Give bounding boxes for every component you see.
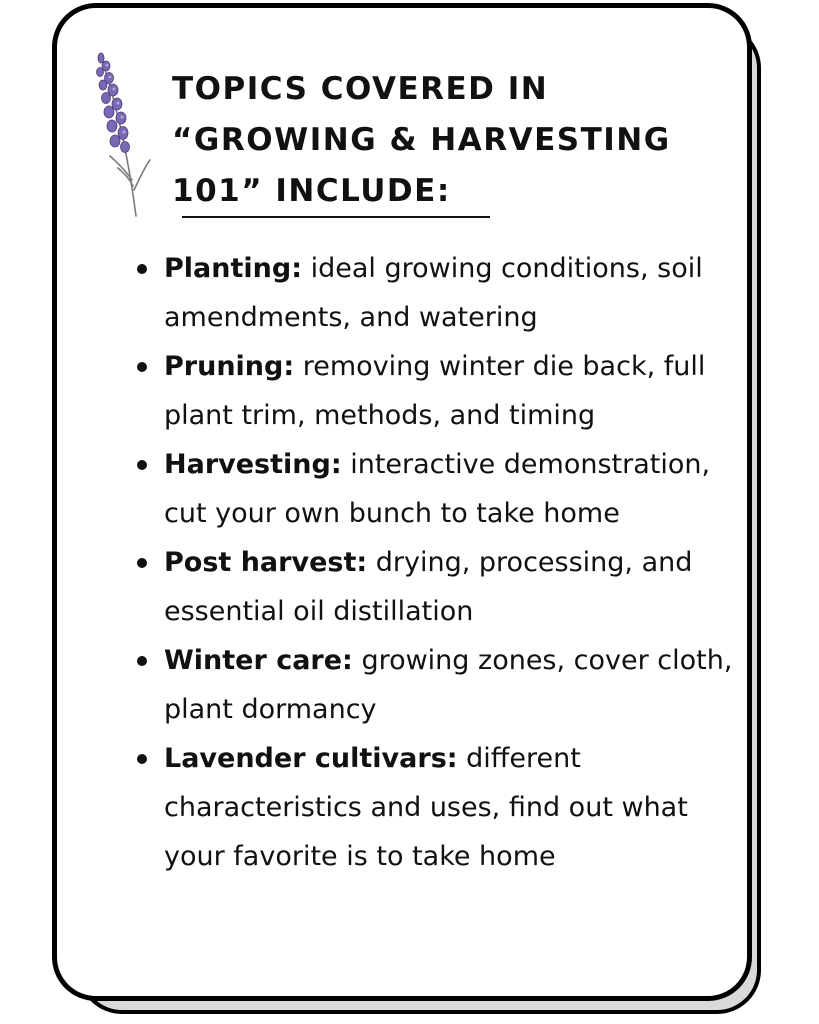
bullet-icon	[137, 656, 147, 666]
topic-description: growing zones, cover cloth, plant dormancy	[164, 645, 733, 725]
heading-line: “GROWING & HARVESTING	[172, 122, 671, 158]
card-heading	[172, 64, 692, 217]
topic-term: Winter care:	[164, 645, 353, 676]
topic-item	[134, 244, 734, 342]
bullet-icon	[137, 362, 147, 372]
topic-description: removing winter die back, full plant trim, methods, and timing	[164, 351, 706, 431]
topic-item	[134, 440, 734, 538]
heading-underline	[182, 216, 490, 218]
bullet-icon	[137, 460, 147, 470]
bullet-icon	[137, 558, 147, 568]
topic-description: drying, processing, and essential oil distillation	[164, 547, 693, 627]
topic-list	[134, 244, 734, 881]
topic-term: Planting:	[164, 253, 302, 284]
lavender-sprig-icon	[92, 50, 156, 220]
heading-line: 101” INCLUDE:	[172, 173, 451, 209]
topic-description: ideal growing conditions, soil amendments, and watering	[164, 253, 703, 333]
topic-description: interactive demonstration, cut your own bunch to take home	[164, 449, 711, 529]
topic-description: different characteristics and uses, find out what your favorite is to take home	[164, 743, 688, 872]
heading-line: TOPICS COVERED IN	[172, 71, 549, 107]
bullet-icon	[137, 264, 147, 274]
topic-item	[134, 342, 734, 440]
bullet-icon	[137, 754, 147, 764]
topic-term: Pruning:	[164, 351, 295, 382]
topic-item	[134, 538, 734, 636]
topic-term: Harvesting:	[164, 449, 342, 480]
topic-item	[134, 636, 734, 734]
topic-term: Lavender cultivars:	[164, 743, 458, 774]
topic-term: Post harvest:	[164, 547, 368, 578]
topic-item	[134, 734, 734, 881]
